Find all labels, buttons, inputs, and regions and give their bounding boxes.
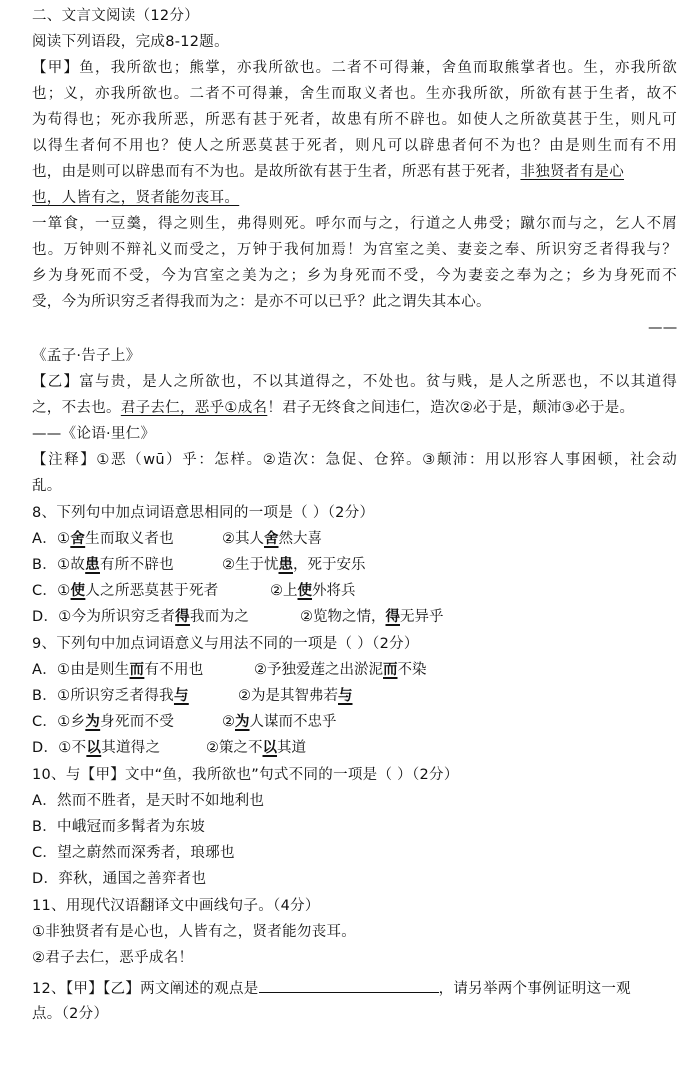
- option-text: ①所识穷乏者得我: [57, 688, 174, 704]
- dotted-word: 患: [278, 557, 293, 573]
- passage-yi-line: 【乙】富与贵，是人之所欲也，不以其道得之，不处也。贫与贱，是人之所恶也，不以其道得: [32, 374, 677, 390]
- option-text: ②予独爱莲之出淤泥: [254, 662, 383, 678]
- passage-jia-line: 【甲】鱼，我所欲也；熊掌，亦我所欲也。二者不可得兼，舍鱼而取熊掌者也。生，亦我所欲: [32, 60, 677, 76]
- option-text: ②其人: [222, 531, 264, 547]
- q8-stem: 8、下列句中加点词语意思相同的一项是（ ）（2分）: [32, 505, 375, 521]
- passage-jia-line: 乡为身死而不受，今为宫室之美为之；乡为身死而不受，今为妻妾之奉为之；乡为身死而不: [32, 268, 677, 284]
- q8-option-a: [32, 529, 174, 549]
- source-jia: 《孟子·告子上》: [32, 348, 141, 364]
- passage-jia-line: [32, 188, 239, 208]
- passage-yi-text: 之，不去也。: [32, 400, 121, 416]
- underlined-sentence: 也，人皆有之，贤者能勿丧耳。: [32, 190, 240, 206]
- dotted-word: 而: [129, 662, 145, 678]
- dotted-word: 以: [262, 740, 277, 756]
- passage-jia-line: 也；义，亦我所欲也。二者不可得兼，舍生而取义者也。生亦我所欲，所欲有甚于生者，故不: [32, 86, 677, 102]
- dash: ——: [648, 320, 678, 336]
- notes-line: 乱。: [32, 478, 62, 494]
- option-text: 人之所恶莫甚于死者: [85, 583, 219, 599]
- q11-item: ②君子去仁，恶乎成名！: [32, 950, 194, 966]
- q11-stem: 11、用现代汉语翻译文中画线句子。（4分）: [32, 898, 320, 914]
- option-text: ②生于忧: [222, 557, 279, 573]
- passage-jia-text: 也，由是则可以辟患而有不为也。是故所欲有甚于生者，所恶有甚于死者，: [32, 164, 521, 180]
- option-letter: D．: [32, 609, 59, 625]
- underlined-sentence: 非独贤者有是心: [520, 164, 625, 180]
- q8-option-c-second: [270, 581, 356, 601]
- option-text: 不染: [397, 662, 427, 678]
- option-letter: A．: [32, 531, 58, 547]
- q8-option-d-second: [300, 607, 444, 627]
- option-text: ②上: [270, 583, 298, 599]
- q9-stem: 9、下列句中加点词语意义与用法不同的一项是（ ）（2分）: [32, 636, 419, 652]
- q8-option-b: [32, 555, 174, 575]
- option-text: 其道得之: [101, 740, 161, 756]
- q9-option-a: [32, 660, 204, 680]
- dotted-word: 舍: [70, 531, 86, 547]
- dotted-word: 为: [85, 714, 101, 730]
- q12-text: 12、【甲】【乙】两文阐述的观点是: [32, 981, 259, 997]
- option-text: ①乡: [57, 714, 86, 730]
- dotted-word: 为: [235, 714, 250, 730]
- passage-jia-line: 一箪食，一豆羹，得之则生，弗得则死。呼尔而与之，行道之人弗受；蹴尔而与之，乞人不屑: [32, 216, 677, 232]
- option-text: 生而取义者也: [85, 531, 174, 547]
- passage-jia-line: 受，今为所识穷乏者得我而为之：是亦不可以已乎？此之谓失其本心。: [32, 294, 491, 310]
- option-text: 有不用也: [144, 662, 204, 678]
- option-text: 身死而不受: [100, 714, 175, 730]
- option-text: 无异乎: [400, 609, 444, 625]
- q9-option-d: [32, 738, 160, 758]
- q10-option-a: A．然而不胜者，是天时不如地利也: [32, 793, 265, 809]
- dotted-word: 患: [85, 557, 100, 573]
- q10-option-c: C．望之蔚然而深秀者，琅琊也: [32, 845, 235, 861]
- notes-line: 【注释】①恶（wū）乎：怎样。②造次：急促、仓猝。③颠沛：用以形容人事困顿，社会动: [32, 452, 677, 468]
- option-text: ②策之不: [206, 740, 263, 756]
- option-text: ，死于安乐: [293, 557, 366, 573]
- q9-option-a-second: [254, 660, 427, 680]
- option-text: ①由是则生: [57, 662, 130, 678]
- option-text: 外将兵: [312, 583, 356, 599]
- dotted-word: 使: [70, 583, 86, 599]
- option-letter: B．: [32, 557, 58, 573]
- dotted-word: 使: [297, 583, 312, 599]
- q12-text: ，请另举两个事例证明这一观: [438, 981, 631, 997]
- dotted-word: 而: [383, 662, 398, 678]
- q10-option-b: B．中峨冠而多髯者为东坡: [32, 819, 206, 835]
- passage-yi-line: [32, 398, 634, 418]
- passage-jia-line: 以得生者何不用也？使人之所恶莫甚于死者，则凡可以辟患者何不为也？由是则生而有不用: [32, 138, 677, 154]
- passage-jia-line: 也。万钟则不辩礼义而受之，万钟于我何加焉！为宫室之美、妻妾之奉、所识穷乏者得我与？: [32, 242, 677, 258]
- passage-jia-line: [32, 162, 624, 182]
- q12-stem: [32, 978, 631, 999]
- dotted-word: 得: [175, 609, 190, 625]
- source-yi: ——《论语·里仁》: [32, 426, 156, 442]
- option-text: 我而为之: [189, 609, 250, 625]
- answer-blank[interactable]: [259, 978, 439, 993]
- option-text: ②: [222, 714, 235, 730]
- option-letter: B．: [32, 688, 58, 704]
- option-text: 其道: [277, 740, 306, 756]
- option-letter: C．: [32, 714, 58, 730]
- option-text: 人谋而不忠乎: [249, 714, 337, 730]
- underlined-sentence: 君子去仁，恶乎①成名: [120, 400, 268, 416]
- option-text: ①: [57, 531, 71, 547]
- dotted-word: 与: [173, 688, 189, 704]
- q11-item: ①非独贤者有是心也，人皆有之，贤者能勿丧耳。: [32, 924, 357, 940]
- q9-option-d-second: [206, 738, 306, 758]
- dotted-word: 以: [86, 740, 102, 756]
- q10-option-d: D．弈秋，通国之善弈者也: [32, 871, 207, 887]
- dotted-word: 得: [385, 609, 400, 625]
- option-text: 有所不辟也: [99, 557, 174, 573]
- q9-option-b: [32, 686, 189, 706]
- q9-option-c: [32, 712, 174, 732]
- option-letter: D．: [32, 740, 59, 756]
- option-text: ①不: [58, 740, 87, 756]
- q8-option-c: [32, 581, 219, 601]
- q9-option-c-second: [222, 712, 337, 732]
- section-title: 二、文言文阅读（12分）: [32, 8, 200, 24]
- dotted-word: 舍: [264, 531, 279, 547]
- option-text: 然大喜: [278, 531, 322, 547]
- q10-stem: 10、与【甲】文中“鱼，我所欲也”句式不同的一项是（ ）（2分）: [32, 767, 459, 783]
- instruction: 阅读下列语段，完成8-12题。: [32, 34, 229, 50]
- option-letter: C．: [32, 583, 58, 599]
- q8-option-b-second: [222, 555, 366, 575]
- option-text: ①: [57, 583, 71, 599]
- q9-option-b-second: [238, 686, 353, 706]
- option-text: ②览物之情，: [300, 609, 386, 625]
- option-text: ①故: [57, 557, 86, 573]
- q8-option-a-second: [222, 529, 322, 549]
- passage-jia-line: 为苟得也；死亦我所恶，所恶有甚于死者，故患有所不辟也。如使人之所欲莫甚于生，则凡可: [32, 112, 677, 128]
- q8-option-d: [32, 607, 249, 627]
- option-letter: A．: [32, 662, 58, 678]
- q12-stem-line2: 点。（2分）: [32, 1006, 109, 1022]
- passage-yi-text: ！君子无终食之间违仁，造次②必于是，颠沛③必于是。: [267, 400, 635, 416]
- dotted-word: 与: [338, 688, 353, 704]
- option-text: ①今为所识穷乏者: [58, 609, 176, 625]
- option-text: ②为是其智弗若: [238, 688, 338, 704]
